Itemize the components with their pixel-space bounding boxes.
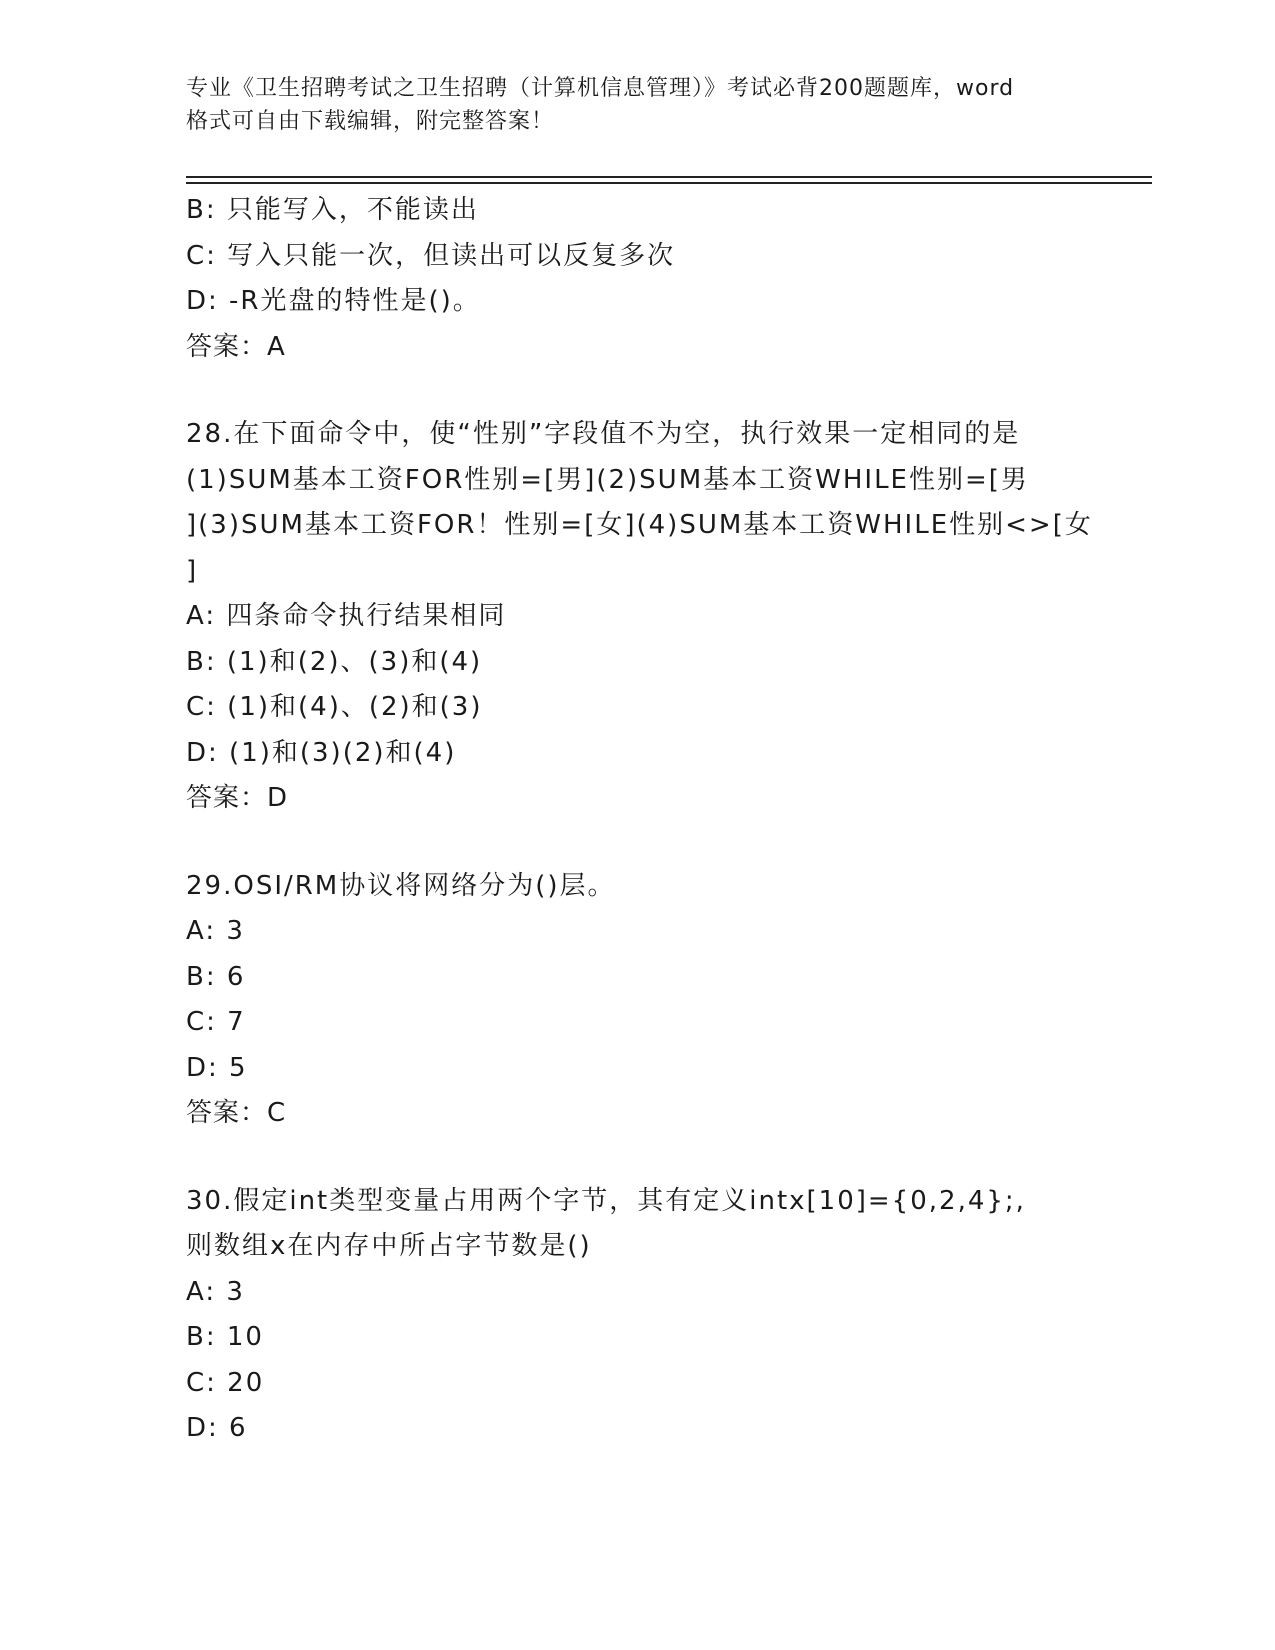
- q30-option-d: D: 6: [186, 1413, 248, 1443]
- q29-option-a: A: 3: [186, 916, 245, 946]
- header-divider-top: [186, 176, 1152, 178]
- header-line-2: 格式可自由下载编辑，附完整答案！: [186, 109, 555, 134]
- q28-stem-line-1: 28.在下面命令中，使“性别”字段值不为空，执行效果一定相同的是: [186, 419, 1021, 449]
- question-29-block: [186, 864, 1146, 1137]
- spacer: [186, 822, 1146, 864]
- header-divider-bottom: [186, 182, 1152, 184]
- q30-option-c: C: 20: [186, 1367, 265, 1398]
- q27-option-c: C: 写入只能一次，但读出可以反复多次: [186, 240, 676, 271]
- q29-stem-line-1: 29.OSI/RM协议将网络分为()层。: [186, 870, 616, 901]
- header-line-1: 专业《卫生招聘考试之卫生招聘（计算机信息管理）》考试必背200题题库，word: [186, 76, 1015, 101]
- q29-option-c: C: 7: [186, 1007, 246, 1037]
- document-header: [186, 72, 1086, 138]
- q30-stem-line-2: 则数组x在内存中所占字节数是(): [186, 1231, 592, 1261]
- spacer: [186, 370, 1146, 412]
- q30-option-b: B: 10: [186, 1322, 264, 1352]
- q29-option-b: B: 6: [186, 961, 246, 992]
- q27-option-d: D: -R光盘的特性是()。: [186, 286, 481, 316]
- q29-option-d: D: 5: [186, 1052, 248, 1083]
- q29-answer: 答案：C: [186, 1098, 287, 1128]
- question-30-block: [186, 1179, 1146, 1452]
- q28-option-c: C: (1)和(4)、(2)和(3): [186, 692, 483, 722]
- q28-option-a: A: 四条命令执行结果相同: [186, 601, 507, 631]
- q28-option-b: B: (1)和(2)、(3)和(4): [186, 646, 483, 677]
- q28-answer: 答案：D: [186, 783, 289, 813]
- q28-stem-line-2: (1)SUM基本工资FOR性别=[男](2)SUM基本工资WHILE性别=[男: [186, 464, 1029, 495]
- q30-option-a: A: 3: [186, 1276, 245, 1307]
- q28-option-d: D: (1)和(3)(2)和(4): [186, 737, 457, 768]
- q27-option-b: B: 只能写入，不能读出: [186, 195, 479, 225]
- spacer: [186, 1137, 1146, 1179]
- q30-stem-line-1: 30.假定int类型变量占用两个字节，其有定义intx[10]={0,2,4};,: [186, 1185, 1026, 1216]
- question-list: [186, 188, 1146, 1452]
- q27-answer: 答案：A: [186, 331, 286, 362]
- q28-stem-line-4: ]: [186, 555, 199, 586]
- question-27-block: [186, 188, 1146, 370]
- question-28-block: [186, 412, 1146, 822]
- q28-stem-line-3: ](3)SUM基本工资FOR！性别=[女](4)SUM基本工资WHILE性别<>[女: [186, 510, 1093, 540]
